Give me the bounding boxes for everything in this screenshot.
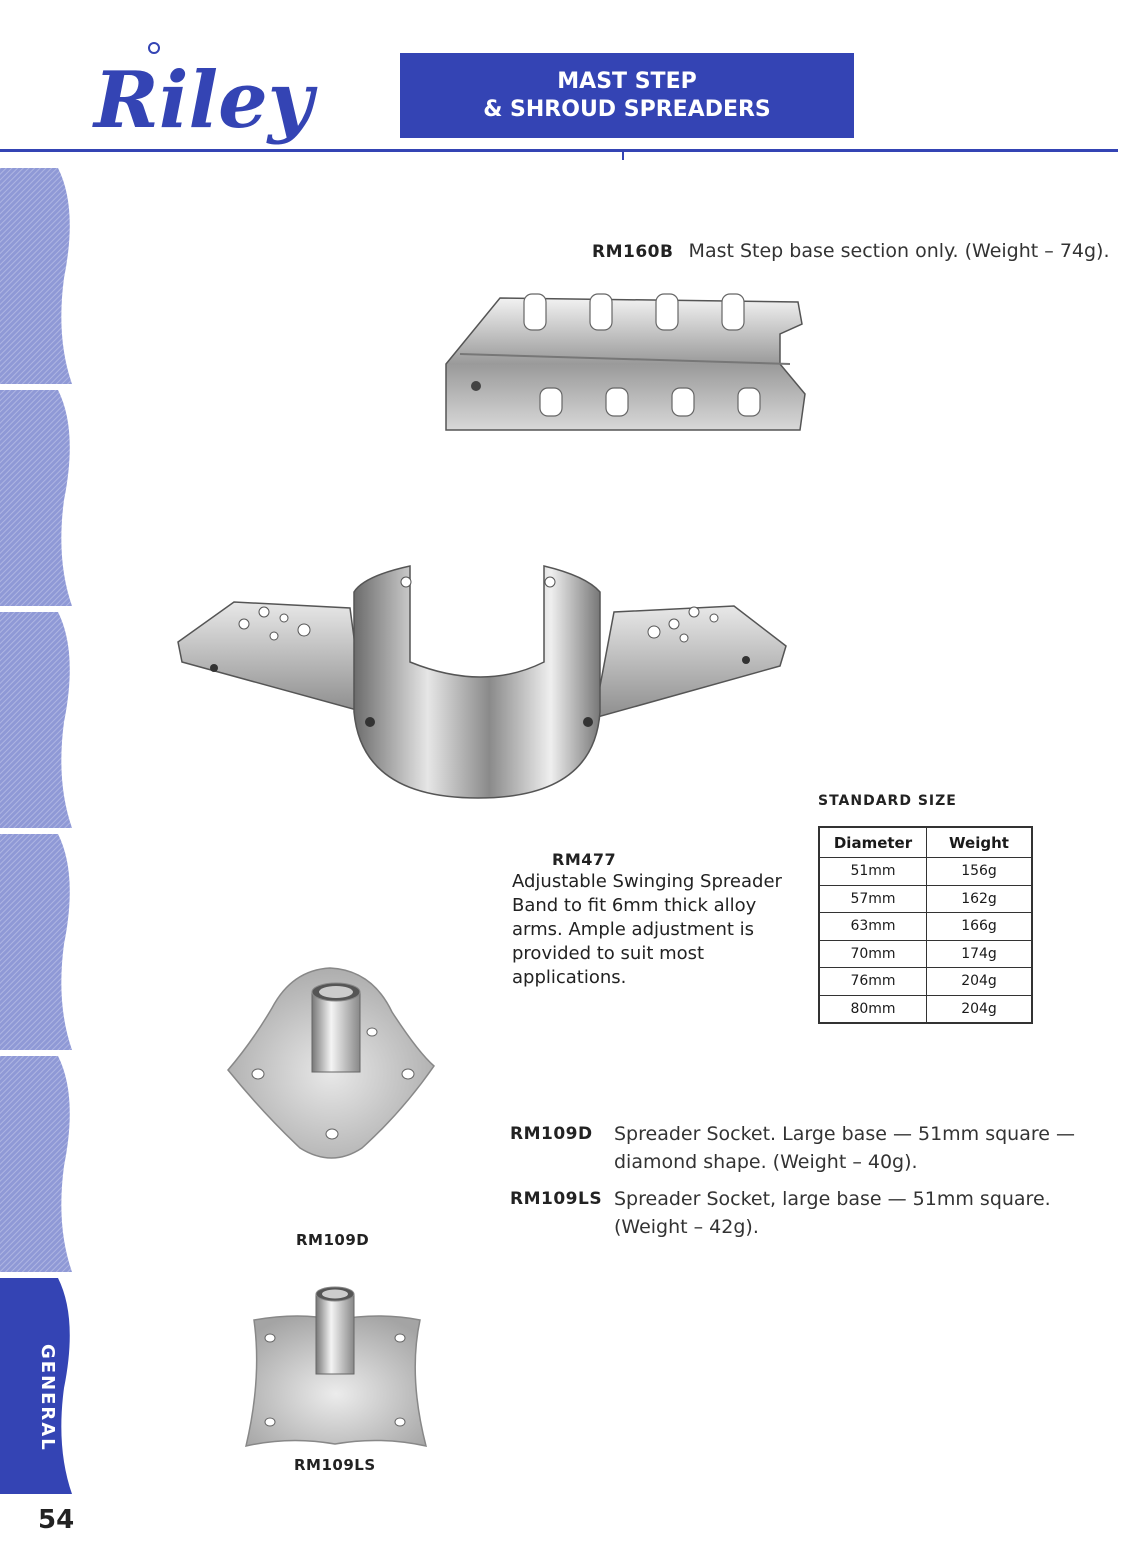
weight-cell: 156g bbox=[927, 858, 1033, 886]
title-line-1: MAST STEP bbox=[557, 69, 697, 94]
side-tab-4 bbox=[0, 834, 72, 1050]
table-row bbox=[819, 968, 1032, 996]
diameter-cell: 63mm bbox=[819, 913, 927, 941]
rm109ls-code: RM109LS bbox=[510, 1189, 603, 1209]
diameter-cell: 70mm bbox=[819, 940, 927, 968]
table-row bbox=[819, 940, 1032, 968]
header-tick bbox=[622, 152, 624, 160]
side-tab-3 bbox=[0, 612, 72, 828]
column-header-weight: Weight bbox=[927, 827, 1033, 858]
rm109ls-spreader-socket-image bbox=[240, 1286, 430, 1456]
rm160b-code: RM160B bbox=[592, 242, 674, 262]
weight-cell: 166g bbox=[927, 913, 1033, 941]
rm160b-mast-step-image bbox=[440, 294, 810, 434]
side-tab-2 bbox=[0, 390, 72, 606]
weight-cell: 162g bbox=[927, 885, 1033, 913]
side-tab-5 bbox=[0, 1056, 72, 1272]
svg-text:Riley: Riley bbox=[94, 55, 314, 146]
rm109d-spreader-socket-image bbox=[222, 962, 440, 1166]
standard-size-title: STANDARD SIZE bbox=[818, 793, 957, 809]
header-rule bbox=[0, 149, 1118, 152]
page-title-banner bbox=[400, 53, 854, 138]
column-header-diameter: Diameter bbox=[819, 827, 927, 858]
rm109d-description: Spreader Socket. Large base — 51mm square — diamond shape. (Weight – 40g). bbox=[614, 1123, 1075, 1173]
riley-logo bbox=[88, 22, 314, 146]
side-tab-general-label: GENERAL bbox=[37, 1344, 58, 1452]
rm109d-image-caption: RM109D bbox=[296, 1231, 370, 1249]
rm160b-caption bbox=[592, 240, 1110, 262]
section-side-tabs bbox=[0, 168, 76, 1498]
rm477-code: RM477 bbox=[552, 850, 617, 869]
rm477-spreader-band-image bbox=[174, 562, 790, 802]
table-row bbox=[819, 858, 1032, 886]
rm109ls-description: Spreader Socket, large base — 51mm square. (Weight – 42g). bbox=[614, 1188, 1051, 1238]
table-row bbox=[819, 885, 1032, 913]
weight-cell: 204g bbox=[927, 968, 1033, 996]
diameter-cell: 80mm bbox=[819, 995, 927, 1023]
side-tab-1 bbox=[0, 168, 72, 384]
rm109d-code: RM109D bbox=[510, 1124, 593, 1144]
weight-cell: 204g bbox=[927, 995, 1033, 1023]
standard-size-table bbox=[818, 826, 1033, 1024]
rm160b-description: Mast Step base section only. (Weight – 74g). bbox=[688, 240, 1110, 262]
rm109ls-image-caption: RM109LS bbox=[294, 1456, 376, 1474]
rm477-description: Adjustable Swinging Spreader Band to fit 6mm thick alloy arms. Ample adjustment is provided to suit most applications. bbox=[512, 871, 782, 988]
table-row bbox=[819, 913, 1032, 941]
page-number: 54 bbox=[38, 1505, 75, 1535]
diameter-cell: 76mm bbox=[819, 968, 927, 996]
diameter-cell: 57mm bbox=[819, 885, 927, 913]
diameter-cell: 51mm bbox=[819, 858, 927, 886]
table-row bbox=[819, 995, 1032, 1023]
weight-cell: 174g bbox=[927, 940, 1033, 968]
table-header-row bbox=[819, 827, 1032, 858]
title-line-2: & SHROUD SPREADERS bbox=[483, 97, 771, 122]
